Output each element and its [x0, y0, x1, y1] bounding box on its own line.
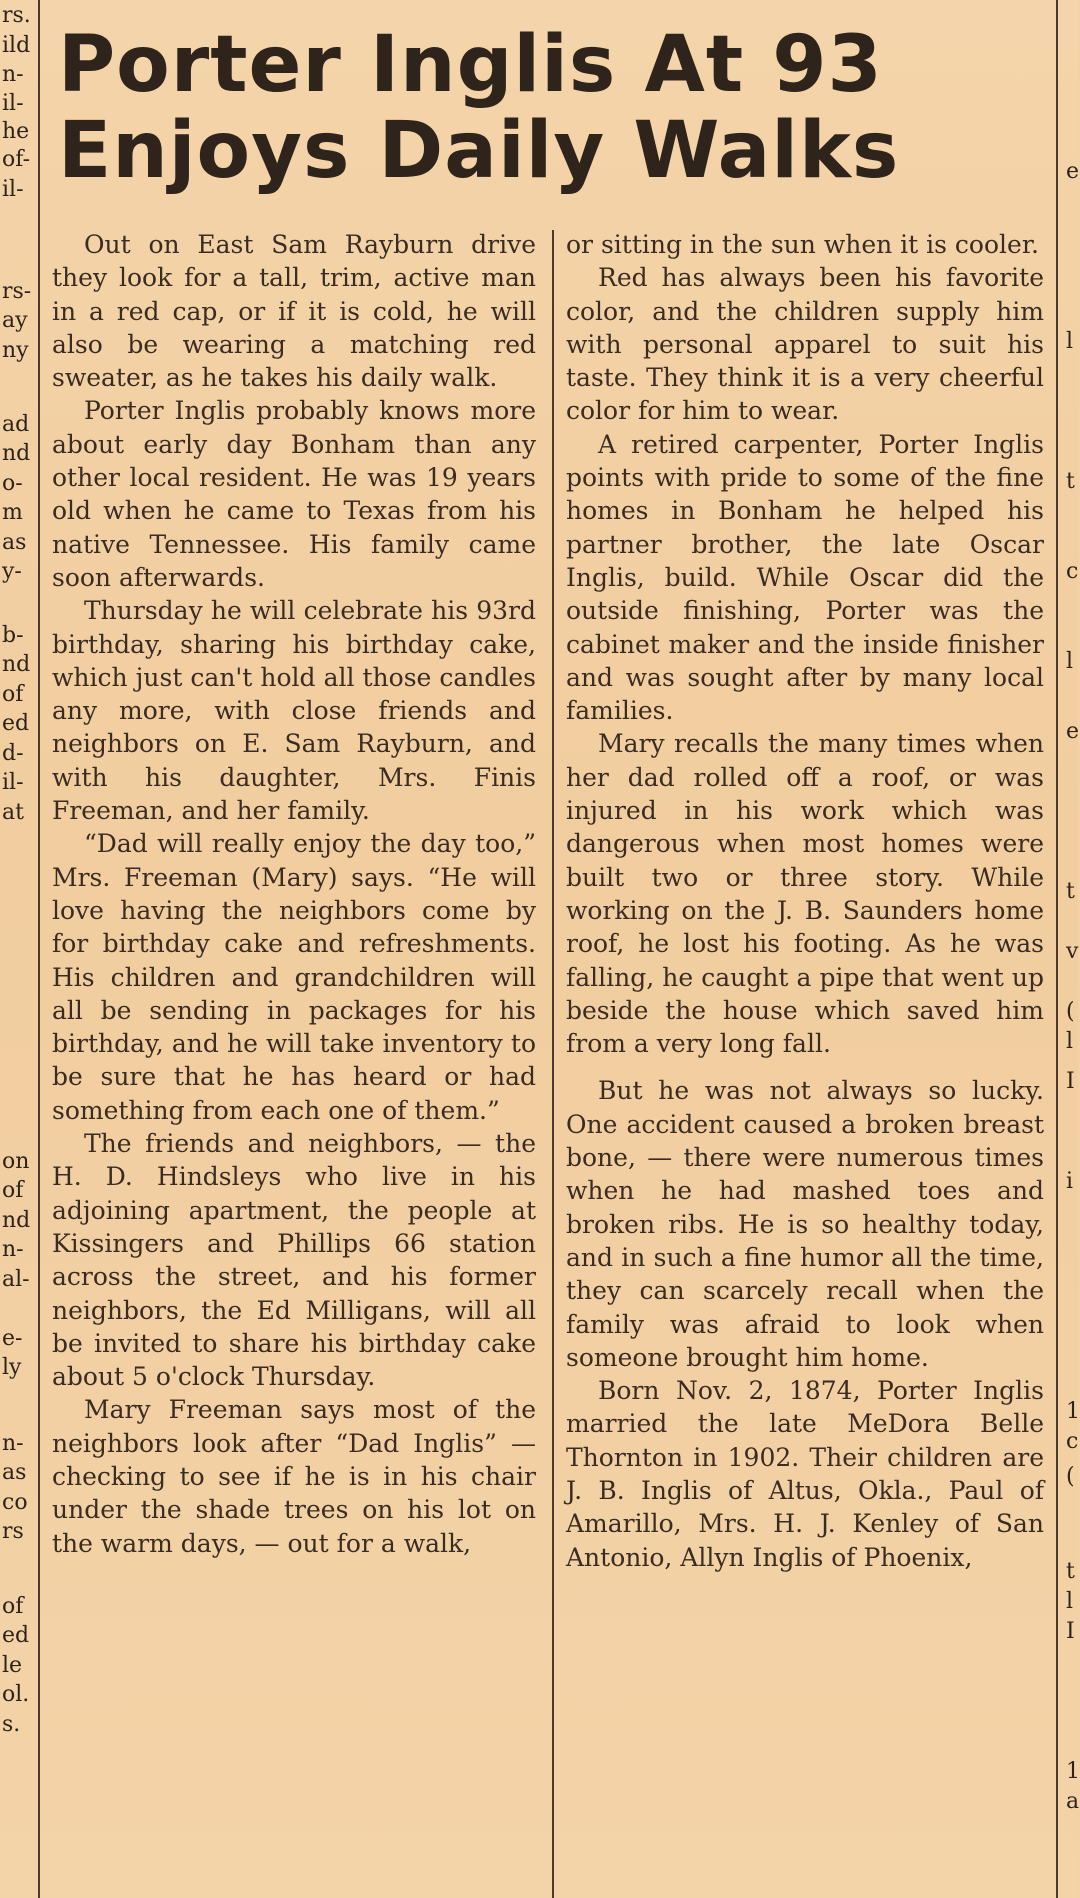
paragraph: Born Nov. 2, 1874, Porter Inglis married the late MeDora Belle Thornton in 1902. Their children are J. B. Inglis of Altus, Okla., Paul of Amarillo, Mrs. H. J. Kenley of San Antonio, Allyn Inglis of Phoenix,	[566, 1376, 1044, 1572]
left-fragment: le	[2, 1653, 23, 1678]
paragraph: Mary recalls the many times when her dad rolled off a roof, or was injured in his work which was dangerous when most homes were built two or three story. While working on the J. B. Saunders home roof, he lost his footing. As he was falling, he caught a pipe that went up beside the house which saved him from a very long fall.	[566, 729, 1044, 1059]
left-fragment: of-	[2, 147, 31, 172]
right-fragment: i	[1066, 1169, 1074, 1194]
left-fragment: nd	[2, 1208, 31, 1233]
right-fragment: t	[1066, 469, 1075, 494]
headline-line-1: Porter Inglis At 93	[58, 20, 883, 110]
article-column-2	[566, 228, 1044, 1574]
right-fragment: e	[1066, 719, 1080, 744]
right-fragment: t	[1066, 879, 1075, 904]
left-fragment: ed	[2, 711, 30, 736]
left-fragment: of	[2, 1594, 24, 1619]
left-fragment: ly	[2, 1355, 22, 1380]
left-fragment: of	[2, 682, 24, 707]
right-fragment: l	[1066, 1029, 1074, 1054]
column-rule-middle	[552, 230, 554, 1898]
left-fragment: o-	[2, 471, 23, 496]
right-fragment: e	[1066, 159, 1080, 184]
left-fragment: n-	[2, 62, 24, 87]
left-fragment: ny	[2, 338, 29, 363]
left-fragment: y-	[2, 559, 22, 584]
left-fragment: m	[2, 500, 23, 525]
left-fragment: co	[2, 1490, 28, 1515]
left-fragment: rs-	[2, 279, 32, 304]
left-adjacent-column	[0, 0, 36, 1898]
left-fragment: he	[2, 119, 30, 144]
right-fragment: (	[1066, 1464, 1075, 1489]
left-fragment: s.	[2, 1712, 21, 1737]
right-fragment: (	[1066, 999, 1075, 1024]
right-fragment: t	[1066, 1559, 1075, 1584]
article-column-1	[52, 228, 536, 1560]
left-fragment: al-	[2, 1267, 30, 1292]
left-fragment: ad	[2, 412, 30, 437]
left-fragment: ay	[2, 308, 28, 333]
paragraph: A retired carpenter, Porter Inglis points with pride to some of the fine homes in Bonham he helped his partner brother, the late Oscar Inglis, build. While Oscar did the outside finishing, Porter was the cabinet maker and the inside finisher and was sought after by many local families.	[566, 429, 1044, 726]
right-adjacent-column	[1066, 0, 1078, 1898]
right-fragment: 1	[1066, 1399, 1080, 1424]
right-fragment: v	[1066, 939, 1079, 964]
left-fragment: ed	[2, 1623, 30, 1648]
left-fragment: il-	[2, 91, 24, 116]
right-fragment: l	[1066, 1589, 1074, 1614]
paragraph: Porter Inglis probably knows more about early day Bonham than any other local resident. He was 19 years old when he came to Texas from his native Tennessee. His family came soon afterwards.	[52, 396, 536, 592]
left-fragment: ild	[2, 33, 31, 58]
left-fragment: as	[2, 530, 27, 555]
left-fragment: nd	[2, 652, 31, 677]
paragraph-gap	[566, 1060, 1044, 1074]
left-fragment: of	[2, 1178, 24, 1203]
left-fragment: d-	[2, 741, 24, 766]
left-fragment: il-	[2, 177, 24, 202]
left-fragment: ol.	[2, 1682, 30, 1707]
paragraph: The friends and neighbors, — the H. D. Hindsleys who live in his adjoining apartment, the people at Kissingers and Phillips 66 station across the street, and his former neighbors, the Ed Milligans, will all be invited to share his birthday cake about 5 o'clock Thursday.	[52, 1129, 536, 1392]
headline	[58, 20, 900, 196]
left-fragment: as	[2, 1460, 27, 1485]
right-fragment: l	[1066, 649, 1074, 674]
paragraph: But he was not always so lucky. One accident caused a broken breast bone, — there were numerous times when he had mashed toes and broken ribs. He is so healthy today, and in such a fine humor all the time, they can scarcely recall when the family was afraid to look when someone brought him home.	[566, 1076, 1044, 1372]
left-fragment: nd	[2, 441, 31, 466]
column-rule-left	[38, 0, 40, 1898]
left-fragment: on	[2, 1149, 30, 1174]
left-fragment: n-	[2, 1431, 24, 1456]
left-fragment: b-	[2, 623, 24, 648]
paragraph: Red has always been his favorite color, and the children supply him with personal apparel to suit his taste. They think it is a very cheerful color for him to wear.	[566, 263, 1044, 426]
headline-line-2: Enjoys Daily Walks	[58, 106, 900, 196]
paragraph: Mary Freeman says most of the neighbors look after “Dad Inglis” — checking to see if he is in his chair under the shade trees on his lot on the warm days, — out for a walk,	[52, 1395, 536, 1558]
left-fragment: rs	[2, 1519, 24, 1544]
right-fragment: c	[1066, 1429, 1079, 1454]
paragraph: Thursday he will celebrate his 93rd birthday, sharing his birthday cake, which just can't hold all those candles any more, with close friends and neighbors on E. Sam Rayburn, and with his daughter, Mrs. Finis Freeman, and her family.	[52, 596, 536, 826]
right-fragment: c	[1066, 559, 1079, 584]
left-fragment: at	[2, 800, 24, 825]
paragraph: Out on East Sam Rayburn drive they look for a tall, trim, active man in a red cap, or if it is cold, he will also be wearing a matching red sweater, as he takes his daily walk.	[52, 230, 536, 393]
column-rule-right	[1056, 0, 1058, 1898]
right-fragment: a	[1066, 1789, 1080, 1814]
right-fragment: 1	[1066, 1759, 1080, 1784]
left-fragment: rs.	[2, 3, 31, 28]
paragraph: “Dad will really enjoy the day too,” Mrs. Freeman (Mary) says. “He will love having the neighbors come by for birthday cake and refreshments. His children and grandchildren will all be sending in packages for his birthday, and he will take inventory to be sure that he has heard or had something from each one of them.”	[52, 829, 536, 1125]
paragraph: or sitting in the sun when it is cooler.	[566, 230, 1039, 259]
right-fragment: l	[1066, 329, 1074, 354]
right-fragment: I	[1066, 1069, 1075, 1094]
left-fragment: n-	[2, 1237, 24, 1262]
right-fragment: I	[1066, 1619, 1075, 1644]
left-fragment: il-	[2, 770, 24, 795]
left-fragment: e-	[2, 1326, 23, 1351]
